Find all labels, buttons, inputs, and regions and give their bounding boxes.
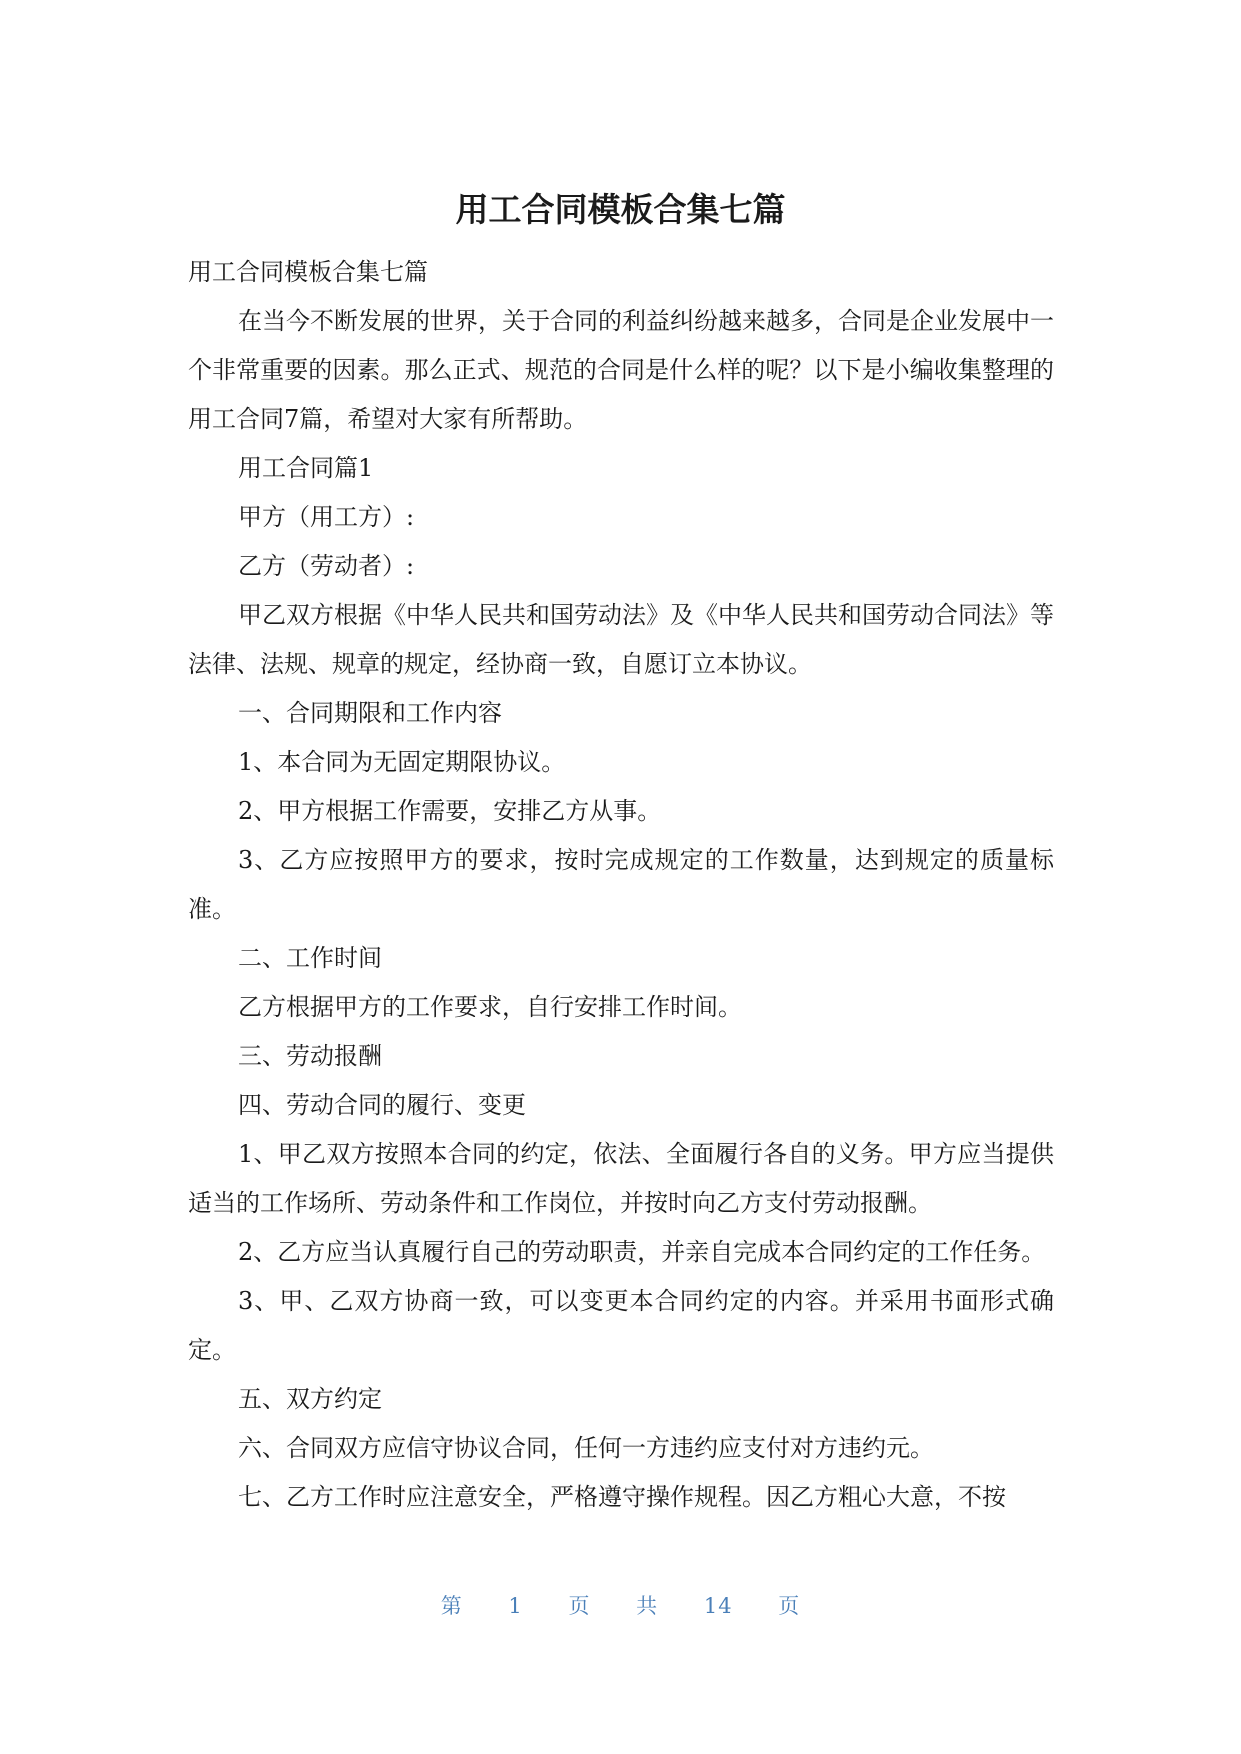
paragraph: 甲方（用工方）:	[238, 503, 415, 531]
paragraph: 甲乙双方根据《中华人民共和国劳动法》及《中华人民共和国劳动合同法》等法律、法规、规章的规定，经协商一致，自愿订立本协议。	[188, 601, 1054, 678]
paragraph: 六、合同双方应信守协议合同，任何一方违约应支付对方违约元。	[238, 1434, 934, 1462]
paragraph: 七、乙方工作时应注意安全，严格遵守操作规程。因乙方粗心大意，不按	[238, 1483, 1006, 1511]
paragraph: 在当今不断发展的世界，关于合同的利益纠纷越来越多，合同是企业发展中一个非常重要的因素。那么正式、规范的合同是什么样的呢？以下是小编收集整理的用工合同7篇，希望对大家有所帮助。	[188, 307, 1054, 433]
footer-ye2: 页	[778, 1594, 801, 1618]
paragraph: 2、甲方根据工作需要，安排乙方从事。	[238, 797, 662, 825]
paragraph: 1、甲乙双方按照本合同的约定，依法、全面履行各自的义务。甲方应当提供适当的工作场所、劳动条件和工作岗位，并按时向乙方支付劳动报酬。	[188, 1140, 1054, 1217]
document-body	[188, 248, 1054, 1522]
paragraph: 乙方（劳动者）:	[238, 552, 415, 580]
paragraph: 用工合同模板合集七篇	[188, 258, 428, 286]
paragraph: 五、双方约定	[238, 1385, 382, 1413]
footer-total-pages: 14	[703, 1594, 733, 1618]
document-title: 用工合同模板合集七篇	[455, 190, 786, 229]
footer-di: 第	[440, 1594, 463, 1618]
paragraph: 用工合同篇1	[238, 454, 374, 482]
paragraph: 乙方根据甲方的工作要求，自行安排工作时间。	[238, 993, 742, 1021]
paragraph: 3、甲、乙双方协商一致，可以变更本合同约定的内容。并采用书面形式确定。	[188, 1287, 1054, 1364]
paragraph: 一、合同期限和工作内容	[238, 699, 502, 727]
footer-gong: 共	[636, 1594, 659, 1618]
footer-ye: 页	[568, 1594, 591, 1618]
paragraph: 1、本合同为无固定期限协议。	[238, 748, 566, 776]
paragraph: 2、乙方应当认真履行自己的劳动职责，并亲自完成本合同约定的工作任务。	[238, 1238, 1046, 1266]
paragraph: 二、工作时间	[238, 944, 382, 972]
paragraph: 3、乙方应按照甲方的要求，按时完成规定的工作数量，达到规定的质量标准。	[188, 846, 1054, 923]
paragraph: 四、劳动合同的履行、变更	[238, 1091, 526, 1119]
paragraph: 三、劳动报酬	[238, 1042, 382, 1070]
page-footer	[0, 1592, 1241, 1620]
footer-current-page: 1	[508, 1594, 523, 1618]
